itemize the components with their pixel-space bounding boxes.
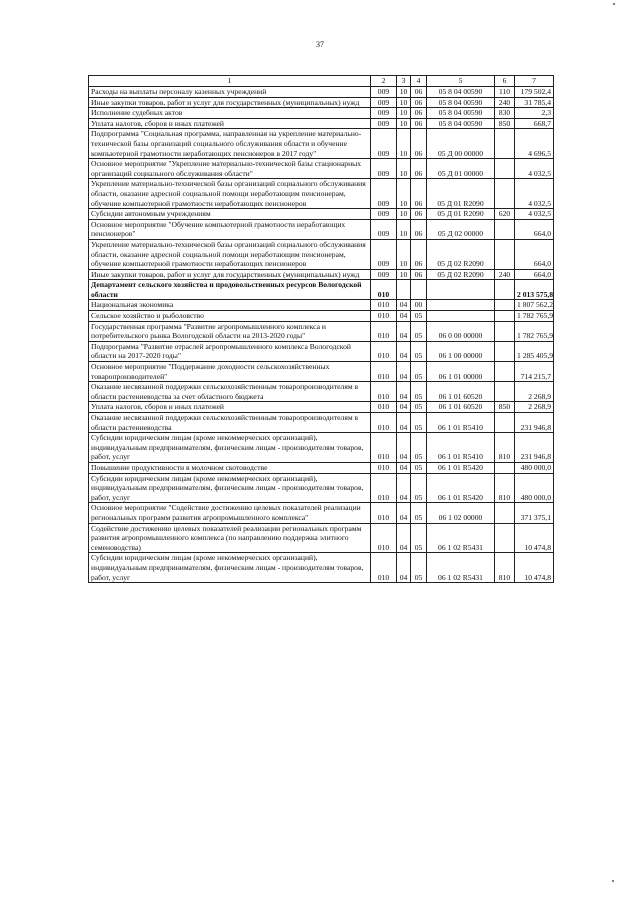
row-name-cell: Содействие достижению целевых показателей реализации региональных программ развития агропромышленного комплекса (по направлению поддержка элитного семеноводства): [89, 523, 371, 553]
row-target-cell: 05 8 04 00590: [427, 97, 495, 108]
row-amount-cell: 2 268,9: [515, 402, 554, 413]
row-name-cell: Основное мероприятие "Поддержание доходности сельскохозяйственных товаропроизводителей": [89, 362, 371, 382]
row-section-cell: 04: [397, 321, 411, 341]
row-amount-cell: 664,0: [515, 269, 554, 280]
row-name-cell: Департамент сельского хозяйства и продовольственных ресурсов Вологодской области: [89, 280, 371, 300]
row-subsection-cell: 00: [411, 300, 427, 311]
row-section-cell: 04: [397, 473, 411, 503]
row-section-cell: 04: [397, 523, 411, 553]
row-name-cell: Расходы на выплаты персоналу казенных учреждений: [89, 87, 371, 98]
row-code-cell: 010: [371, 280, 397, 300]
table-row: [89, 87, 554, 98]
row-name-cell: Исполнение судебных актов: [89, 108, 371, 119]
row-section-cell: 10: [397, 108, 411, 119]
row-code-cell: 010: [371, 402, 397, 413]
header-cell-2: 2: [371, 76, 397, 87]
page-number: 37: [316, 40, 324, 49]
row-code-cell: 009: [371, 219, 397, 239]
row-code-cell: 009: [371, 108, 397, 119]
row-amount-cell: 231 946,8: [515, 433, 554, 463]
header-cell-1: 1: [89, 76, 371, 87]
row-section-cell: 04: [397, 413, 411, 433]
row-amount-cell: 1 782 765,9: [515, 311, 554, 322]
table-row: [89, 462, 554, 473]
row-target-cell: 05 Д 00 00000: [427, 129, 495, 159]
row-code-cell: 010: [371, 523, 397, 553]
row-subsection-cell: 05: [411, 362, 427, 382]
row-target-cell: 06 1 01 R5420: [427, 473, 495, 503]
row-code-cell: 010: [371, 321, 397, 341]
row-type-cell: [495, 523, 515, 553]
row-target-cell: 05 Д 02 R2090: [427, 269, 495, 280]
row-code-cell: 009: [371, 159, 397, 179]
row-code-cell: 009: [371, 97, 397, 108]
row-code-cell: 010: [371, 553, 397, 583]
row-target-cell: 05 Д 02 R2090: [427, 239, 495, 269]
row-target-cell: [427, 300, 495, 311]
row-code-cell: 010: [371, 300, 397, 311]
row-subsection-cell: 06: [411, 108, 427, 119]
row-name-cell: Подпрограмма "Социальная программа, направленная на укрепление материально-технической базы организаций социального обслуживания области и обучение компьютерной грамотности неработающих пенсионеров в 2017 году": [89, 129, 371, 159]
row-type-cell: [495, 362, 515, 382]
row-section-cell: 10: [397, 87, 411, 98]
row-type-cell: [495, 503, 515, 523]
row-name-cell: Укрепление материально-технической базы организаций социального обслуживания области, оказание адресной социальной помощи неработающим пенсионерам, обучение компьютерной грамотности неработающих пенсионеров: [89, 179, 371, 209]
row-name-cell: Субсидии юридическим лицам (кроме некоммерческих организаций), индивидуальным предпринимателям, физическим лицам - производителям товаров, работ, услуг: [89, 433, 371, 463]
row-code-cell: 009: [371, 118, 397, 129]
row-target-cell: 06 1 00 00000: [427, 341, 495, 361]
row-subsection-cell: 05: [411, 311, 427, 322]
header-cell-3: 3: [397, 76, 411, 87]
row-subsection-cell: [411, 280, 427, 300]
row-subsection-cell: 06: [411, 239, 427, 269]
row-code-cell: 010: [371, 362, 397, 382]
row-target-cell: 06 1 01 R5420: [427, 462, 495, 473]
row-amount-cell: 668,7: [515, 118, 554, 129]
row-name-cell: Иные закупки товаров, работ и услуг для государственных (муниципальных) нужд: [89, 269, 371, 280]
row-type-cell: [495, 129, 515, 159]
row-name-cell: Оказание несвязанной поддержки сельскохозяйственным товаропроизводителям в области растениеводства: [89, 413, 371, 433]
row-amount-cell: 2 013 575,8: [515, 280, 554, 300]
row-type-cell: [495, 311, 515, 322]
row-code-cell: 010: [371, 413, 397, 433]
row-amount-cell: 31 785,4: [515, 97, 554, 108]
row-section-cell: 10: [397, 219, 411, 239]
table-row: [89, 402, 554, 413]
row-subsection-cell: 06: [411, 269, 427, 280]
row-subsection-cell: 05: [411, 473, 427, 503]
row-code-cell: 009: [371, 129, 397, 159]
row-name-cell: Основное мероприятие "Содействие достижению целевых показателей реализации региональных программ развития агропромышленного комплекса": [89, 503, 371, 523]
row-section-cell: 04: [397, 362, 411, 382]
row-amount-cell: 4 032,5: [515, 179, 554, 209]
table-row: [89, 280, 554, 300]
row-amount-cell: 4 032,5: [515, 209, 554, 220]
row-name-cell: Основное мероприятие "Обучение компьютерной грамотности неработающих пенсионеров": [89, 219, 371, 239]
row-subsection-cell: 06: [411, 219, 427, 239]
row-code-cell: 009: [371, 179, 397, 209]
row-subsection-cell: 05: [411, 413, 427, 433]
row-amount-cell: 480 000,0: [515, 473, 554, 503]
row-name-cell: Государственная программа "Развитие агропромышленного комплекса и потребительского рынка Вологодской области на 2013-2020 годы": [89, 321, 371, 341]
table-row: [89, 321, 554, 341]
table-row: [89, 523, 554, 553]
row-section-cell: [397, 280, 411, 300]
row-amount-cell: 4 032,5: [515, 159, 554, 179]
table-row: [89, 239, 554, 269]
row-subsection-cell: 06: [411, 209, 427, 220]
row-name-cell: Субсидии автономным учреждениям: [89, 209, 371, 220]
row-code-cell: 009: [371, 209, 397, 220]
row-code-cell: 009: [371, 239, 397, 269]
table-row: [89, 433, 554, 463]
row-target-cell: 06 1 01 60520: [427, 402, 495, 413]
row-type-cell: [495, 280, 515, 300]
row-type-cell: [495, 382, 515, 402]
row-section-cell: 04: [397, 503, 411, 523]
row-target-cell: 06 1 02 00000: [427, 503, 495, 523]
table-row: [89, 341, 554, 361]
table-row: [89, 269, 554, 280]
row-amount-cell: 179 502,4: [515, 87, 554, 98]
header-cell-6: 6: [495, 76, 515, 87]
row-amount-cell: 1 285 405,9: [515, 341, 554, 361]
row-type-cell: [495, 219, 515, 239]
row-amount-cell: 1 807 562,2: [515, 300, 554, 311]
row-section-cell: 10: [397, 159, 411, 179]
row-target-cell: [427, 280, 495, 300]
row-type-cell: [495, 413, 515, 433]
scan-speck: [612, 880, 614, 882]
row-amount-cell: 1 782 765,9: [515, 321, 554, 341]
scan-speck: [613, 3, 615, 5]
row-section-cell: 10: [397, 179, 411, 209]
row-name-cell: Субсидии юридическим лицам (кроме некоммерческих организаций), индивидуальным предпринимателям, физическим лицам - производителям товаров, работ, услуг: [89, 553, 371, 583]
row-section-cell: 04: [397, 462, 411, 473]
row-subsection-cell: 05: [411, 553, 427, 583]
header-cell-7: 7: [515, 76, 554, 87]
row-code-cell: 010: [371, 433, 397, 463]
row-amount-cell: 4 696,5: [515, 129, 554, 159]
row-type-cell: [495, 321, 515, 341]
row-type-cell: 810: [495, 433, 515, 463]
table-row: [89, 300, 554, 311]
row-target-cell: [427, 311, 495, 322]
row-subsection-cell: 05: [411, 523, 427, 553]
table-row: [89, 179, 554, 209]
row-target-cell: 06 1 01 R5410: [427, 413, 495, 433]
table-row: [89, 553, 554, 583]
row-name-cell: Уплата налогов, сборов и иных платежей: [89, 118, 371, 129]
table-row: [89, 362, 554, 382]
row-section-cell: 10: [397, 209, 411, 220]
row-amount-cell: 664,0: [515, 219, 554, 239]
row-type-cell: 850: [495, 402, 515, 413]
row-subsection-cell: 06: [411, 179, 427, 209]
row-name-cell: Основное мероприятие "Укрепление материально-технической базы стационарных организаций социального обслуживания области": [89, 159, 371, 179]
table-row: [89, 129, 554, 159]
row-code-cell: 010: [371, 462, 397, 473]
header-cell-5: 5: [427, 76, 495, 87]
row-amount-cell: 231 946,8: [515, 413, 554, 433]
row-code-cell: 009: [371, 269, 397, 280]
row-type-cell: 240: [495, 97, 515, 108]
row-section-cell: 04: [397, 553, 411, 583]
row-name-cell: Сельское хозяйство и рыболовство: [89, 311, 371, 322]
row-target-cell: 06 1 01 60520: [427, 382, 495, 402]
row-type-cell: [495, 300, 515, 311]
table-row: [89, 159, 554, 179]
row-section-cell: 04: [397, 433, 411, 463]
row-amount-cell: 2,3: [515, 108, 554, 119]
row-type-cell: [495, 159, 515, 179]
row-target-cell: 05 Д 01 R2090: [427, 209, 495, 220]
row-name-cell: Субсидии юридическим лицам (кроме некоммерческих организаций), индивидуальным предпринимателям, физическим лицам - производителям товаров, работ, услуг: [89, 473, 371, 503]
row-amount-cell: 371 375,1: [515, 503, 554, 523]
row-name-cell: Национальная экономика: [89, 300, 371, 311]
row-code-cell: 010: [371, 311, 397, 322]
row-subsection-cell: 05: [411, 341, 427, 361]
row-target-cell: 05 8 04 00590: [427, 87, 495, 98]
row-section-cell: 10: [397, 97, 411, 108]
table-row: [89, 473, 554, 503]
row-subsection-cell: 05: [411, 382, 427, 402]
row-amount-cell: 664,0: [515, 239, 554, 269]
row-target-cell: 05 8 04 00590: [427, 118, 495, 129]
row-subsection-cell: 06: [411, 87, 427, 98]
row-target-cell: 06 0 00 00000: [427, 321, 495, 341]
row-subsection-cell: 05: [411, 462, 427, 473]
budget-table: [88, 75, 554, 583]
row-subsection-cell: 06: [411, 118, 427, 129]
row-target-cell: 06 1 02 R5431: [427, 553, 495, 583]
row-amount-cell: 480 000,0: [515, 462, 554, 473]
row-target-cell: 06 1 01 R5410: [427, 433, 495, 463]
row-type-cell: 830: [495, 108, 515, 119]
row-section-cell: 04: [397, 402, 411, 413]
row-type-cell: [495, 179, 515, 209]
row-type-cell: [495, 462, 515, 473]
table-row: [89, 413, 554, 433]
row-section-cell: 04: [397, 341, 411, 361]
row-section-cell: 10: [397, 129, 411, 159]
row-target-cell: 06 1 02 R5431: [427, 523, 495, 553]
row-type-cell: 240: [495, 269, 515, 280]
row-target-cell: 06 1 01 00000: [427, 362, 495, 382]
row-section-cell: 04: [397, 311, 411, 322]
row-code-cell: 010: [371, 503, 397, 523]
row-subsection-cell: 05: [411, 503, 427, 523]
row-subsection-cell: 05: [411, 402, 427, 413]
row-type-cell: 110: [495, 87, 515, 98]
row-target-cell: 05 Д 01 R2090: [427, 179, 495, 209]
row-subsection-cell: 06: [411, 97, 427, 108]
row-code-cell: 010: [371, 341, 397, 361]
row-code-cell: 010: [371, 382, 397, 402]
row-subsection-cell: 05: [411, 433, 427, 463]
row-name-cell: Укрепление материально-технической базы организаций социального обслуживания области, оказание адресной социальной помощи неработающим пенсионерам, обучение компьютерной грамотности неработающих пенсионеров: [89, 239, 371, 269]
row-type-cell: 810: [495, 553, 515, 583]
row-code-cell: 009: [371, 87, 397, 98]
row-name-cell: Подпрограмма "Развитие отраслей агропромышленного комплекса Вологодской области на 2017-2020 годы": [89, 341, 371, 361]
row-subsection-cell: 06: [411, 129, 427, 159]
row-type-cell: 620: [495, 209, 515, 220]
row-target-cell: 05 Д 02 00000: [427, 219, 495, 239]
row-type-cell: [495, 239, 515, 269]
table-row: [89, 503, 554, 523]
row-subsection-cell: 05: [411, 321, 427, 341]
row-name-cell: Повышение продуктивности в молочном скотоводстве: [89, 462, 371, 473]
table-header-row: [89, 76, 554, 87]
row-section-cell: 10: [397, 239, 411, 269]
row-name-cell: Уплата налогов, сборов и иных платежей: [89, 402, 371, 413]
table-row: [89, 219, 554, 239]
table-row: [89, 209, 554, 220]
row-subsection-cell: 06: [411, 159, 427, 179]
row-type-cell: [495, 341, 515, 361]
row-code-cell: 010: [371, 473, 397, 503]
row-target-cell: 05 8 04 00590: [427, 108, 495, 119]
header-cell-4: 4: [411, 76, 427, 87]
row-section-cell: 04: [397, 382, 411, 402]
row-type-cell: 850: [495, 118, 515, 129]
row-section-cell: 10: [397, 269, 411, 280]
row-section-cell: 10: [397, 118, 411, 129]
row-amount-cell: 714 215,7: [515, 362, 554, 382]
row-name-cell: Иные закупки товаров, работ и услуг для государственных (муниципальных) нужд: [89, 97, 371, 108]
row-type-cell: 810: [495, 473, 515, 503]
row-target-cell: 05 Д 01 00000: [427, 159, 495, 179]
row-amount-cell: 10 474,8: [515, 523, 554, 553]
table-row: [89, 118, 554, 129]
row-amount-cell: 10 474,8: [515, 553, 554, 583]
table-row: [89, 382, 554, 402]
table-row: [89, 108, 554, 119]
row-amount-cell: 2 268,9: [515, 382, 554, 402]
row-name-cell: Оказание несвязанной поддержки сельскохозяйственным товаропроизводителям в области растениеводства за счет областного бюджета: [89, 382, 371, 402]
table-row: [89, 97, 554, 108]
row-section-cell: 04: [397, 300, 411, 311]
table-row: [89, 311, 554, 322]
